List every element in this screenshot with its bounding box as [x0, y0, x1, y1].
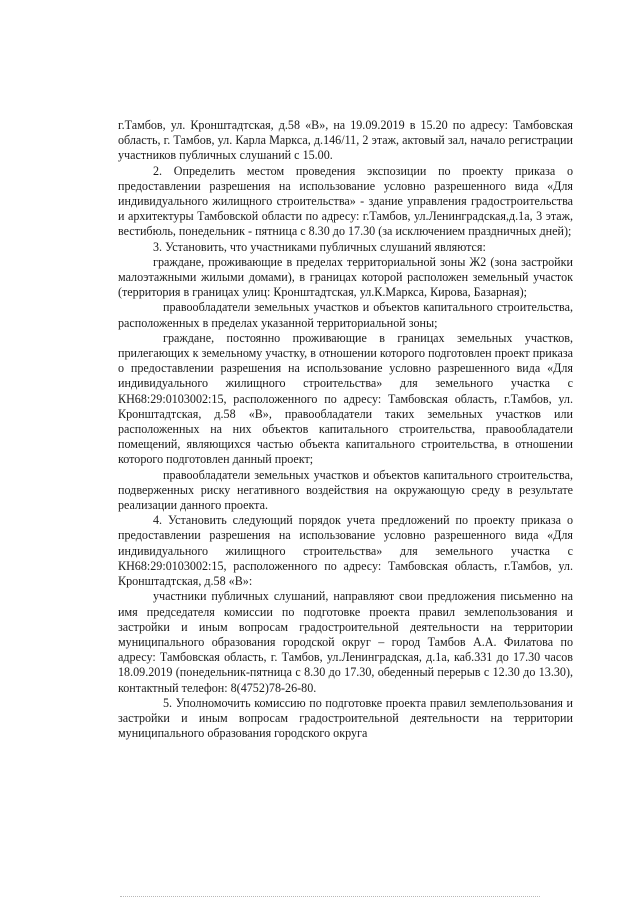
paragraph-item-3-participants: 3. Установить, что участниками публичных слушаний являются: [153, 239, 486, 254]
paragraph-item-2-exposition: 2. Определить местом проведения экспозиции по проекту приказа о предоставлении разрешения на использование условно разрешенного вида «Для индивидуального жилищного строительства» - здание управления градостроительства и архитектуры Тамбовской области по адресу: г.Тамбов, ул.Ленинградская,д.1а, 3 этаж, вестибюль, понедельник - пятница с 8.30 до 17.30 (за исключением праздничных дней); [118, 163, 573, 239]
paragraph-proposals-procedure: участники публичных слушаний, направляют свои предложения письменно на имя председателя комиссии по подготовке проекта правил землепользования и застройки и иным вопросам градостроительной деятельности на территории муниципального образования городской округ – город Тамбов А.А. Филатова по адресу: Тамбовская область, г. Тамбов, ул.Ленинградская, д.1а, каб.331 до 17.30 часов 18.09.2019 (понедельник-пятница с 8.30 до 17.30, обеденный перерыв с 12.30 до 13.30), контактный телефон: 8(4752)78-26-80. [118, 589, 573, 695]
document-page [118, 118, 573, 741]
scan-artifact-line [120, 896, 540, 899]
paragraph-hearing-venue: г.Тамбов, ул. Кронштадтская, д.58 «В», на 19.09.2019 в 15.20 по адресу: Тамбовская область, г. Тамбов, ул. Карла Маркса, д.146/11, 2 этаж, актовый зал, начало регистрации участников публичных слушаний с 15.00. [118, 118, 573, 163]
paragraph-item-4-proposals: 4. Установить следующий порядок учета предложений по проекту приказа о предоставлении разрешения на использование условно разрешенного вида «Для индивидуального жилищного строительства» для земельного участка с КН68:29:0103002:15, расположенного по адресу: Тамбовская область, г.Тамбов, ул. Кронштадтская, д.58 «В»: [118, 513, 573, 589]
paragraph-participants-adjacent: граждане, постоянно проживающие в границах земельных участков, прилегающих к земельному участку, в отношении которого подготовлен проект приказа о предоставлении разрешения на использование условно разрешенного вида «Для индивидуального жилищного строительства» для земельного участка с КН68:29:0103002:15, расположенного по адресу: Тамбовская область, г.Тамбов, ул. Кронштадтская, д.58 «В», правообладатели таких земельных участков или расположенных на них объектов капитального строительства, правообладатели помещений, являющихся частью объекта капитального строительства, в отношении которого подготовлен данный проект; [118, 330, 573, 467]
paragraph-participants-residents: граждане, проживающие в пределах территориальной зоны Ж2 (зона застройки малоэтажными жилыми домами), в границах которой расположен земельный участок (территория в границах улиц: Кронштадтская, ул.К.Маркса, Кирова, Базарная); [118, 254, 573, 300]
paragraph-participants-risk: правообладатели земельных участков и объектов капитального строительства, подверженных риску негативного воздействия на окружающую среду в результате реализации данного проекта. [118, 467, 573, 513]
paragraph-item-5-authorize: 5. Уполномочить комиссию по подготовке проекта правил землепользования и застройки и иным вопросам градостроительной деятельности на территории муниципального образования городского округа [118, 695, 573, 741]
paragraph-participants-owners: правообладатели земельных участков и объектов капитального строительства, расположенных в пределах указанной территориальной зоны; [118, 300, 573, 330]
